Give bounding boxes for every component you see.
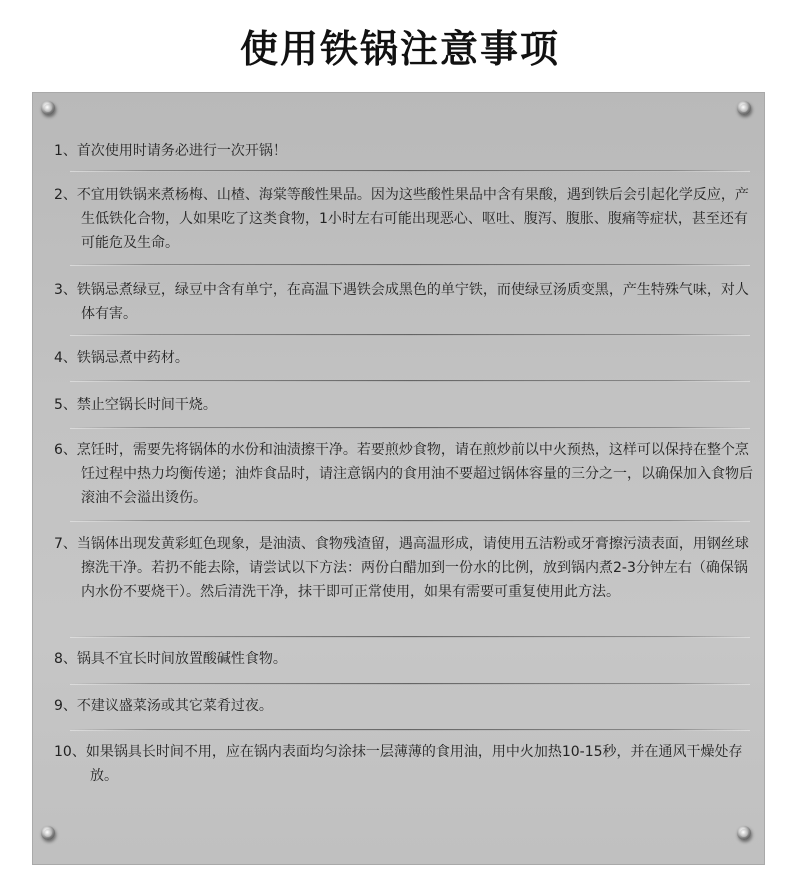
- list-item: [54, 278, 754, 326]
- list-item: [54, 183, 754, 255]
- item-text: [54, 183, 754, 255]
- item-content: 如果锅具长时间不用，应在锅内表面均匀涂抹一层薄薄的食用油，用中火加热10-15秒，并在通风干燥处存放。: [85, 744, 743, 784]
- list-item: [54, 532, 754, 604]
- screw-icon: [737, 826, 751, 840]
- item-content: 不宜用铁锅来煮杨梅、山楂、海棠等酸性果品。因为这些酸性果品中含有果酸，遇到铁后会引起化学反应，产生低铁化合物，人如果吃了这类食物，1小时左右可能出现恶心、呕吐、腹泻、腹胀、腹痛等症状，甚至还有可能危及生命。: [76, 187, 749, 251]
- divider: [70, 427, 750, 429]
- item-number: 4、: [54, 350, 77, 366]
- item-number: 6、: [54, 442, 77, 458]
- screw-icon: [41, 101, 55, 115]
- list-item: [54, 346, 754, 370]
- list-item: [54, 647, 754, 671]
- item-text: [54, 647, 754, 671]
- item-number: 9、: [54, 698, 77, 714]
- item-number: 10、: [54, 744, 86, 760]
- item-text: [54, 740, 754, 788]
- item-content: 烹饪时，需要先将锅体的水份和油渍擦干净。若要煎炒食物，请在煎炒前以中火预热，这样可以保持在整个烹饪过程中热力均衡传递；油炸食品时，请注意锅内的食用油不要超过锅体容量的三分之一，以确保加入食物后滚油不会溢出烫伤。: [76, 442, 753, 506]
- item-content: 首次使用时请务必进行一次开锅！: [76, 143, 287, 159]
- item-content: 铁锅忌煮中药材。: [76, 350, 189, 366]
- divider: [70, 636, 750, 638]
- item-content: 当锅体出现发黄彩虹色现象，是油渍、食物残渣留，遇高温形成，请使用五洁粉或牙膏擦污渍表面，用钢丝球擦洗干净。若扔不能去除，请尝试以下方法：两份白醋加到一份水的比例，放到锅内煮2-3分钟左右（确保锅内水份不要烧干）。然后清洗干净，抹干即可正常使用，如果有需要可重复使用此方法。: [76, 536, 749, 600]
- list-item: [54, 438, 754, 510]
- item-content: 不建议盛菜汤或其它菜肴过夜。: [76, 698, 273, 714]
- list-item: [54, 393, 754, 417]
- item-number: 5、: [54, 397, 77, 413]
- divider: [70, 170, 750, 172]
- list-item: [54, 740, 754, 788]
- item-text: [54, 278, 754, 326]
- divider: [70, 729, 750, 731]
- list-item: [54, 694, 754, 718]
- item-text: [54, 694, 754, 718]
- item-text: [54, 393, 754, 417]
- list-item: [54, 139, 754, 163]
- screw-icon: [737, 101, 751, 115]
- item-text: [54, 139, 754, 163]
- item-number: 1、: [54, 143, 77, 159]
- divider: [70, 520, 750, 522]
- divider: [70, 264, 750, 266]
- item-text: [54, 532, 754, 604]
- divider: [70, 683, 750, 685]
- page-title: 使用铁锅注意事项: [239, 27, 560, 71]
- screw-icon: [41, 826, 55, 840]
- item-content: 铁锅忌煮绿豆，绿豆中含有单宁，在高温下遇铁会成黑色的单宁铁，而使绿豆汤质变黑，产生特殊气味，对人体有害。: [76, 282, 749, 322]
- item-number: 7、: [54, 536, 77, 552]
- item-number: 3、: [54, 282, 77, 298]
- item-content: 锅具不宜长时间放置酸碱性食物。: [76, 651, 287, 667]
- divider: [70, 380, 750, 382]
- item-text: [54, 438, 754, 510]
- item-text: [54, 346, 754, 370]
- item-content: 禁止空锅长时间干烧。: [76, 397, 217, 413]
- divider: [70, 334, 750, 336]
- item-number: 2、: [54, 187, 77, 203]
- item-number: 8、: [54, 651, 77, 667]
